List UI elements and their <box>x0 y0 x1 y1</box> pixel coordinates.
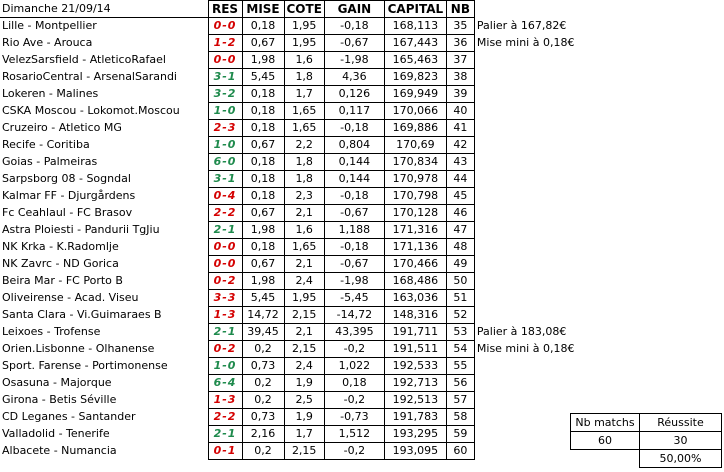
table-row <box>0 171 604 188</box>
capital-value: 192,713 <box>384 375 446 392</box>
capital-value: 191,711 <box>384 324 446 341</box>
row-note <box>474 358 604 375</box>
bet-number: 53 <box>446 324 474 341</box>
capital-value: 163,036 <box>384 290 446 307</box>
stake-value: 0,73 <box>242 409 284 426</box>
odds-value: 1,65 <box>284 120 324 137</box>
match-name: Beira Mar - FC Porto B <box>0 273 208 290</box>
odds-value: 1,95 <box>284 290 324 307</box>
stake-value: 0,67 <box>242 256 284 273</box>
table-row <box>0 137 604 154</box>
matches-value: 60 <box>571 432 640 450</box>
stake-value: 5,45 <box>242 290 284 307</box>
success-label: Réussite <box>640 414 722 432</box>
odds-value: 2,2 <box>284 137 324 154</box>
table-row <box>0 205 604 222</box>
gain-value: -1,98 <box>324 273 384 290</box>
gain-value: 0,144 <box>324 171 384 188</box>
bet-number: 37 <box>446 52 474 69</box>
gain-value: -0,67 <box>324 205 384 222</box>
row-note <box>474 188 604 205</box>
odds-value: 2,4 <box>284 358 324 375</box>
header-gain: GAIN <box>324 1 384 18</box>
match-name: Osasuna - Majorque <box>0 375 208 392</box>
odds-value: 1,7 <box>284 86 324 103</box>
row-note <box>474 375 604 392</box>
row-note: Mise mini à 0,18€ <box>476 342 575 355</box>
table-row <box>0 341 604 358</box>
gain-value: -5,45 <box>324 290 384 307</box>
matches-label: Nb matchs <box>571 414 640 432</box>
header-mise: MISE <box>242 1 284 18</box>
gain-value: -0,18 <box>324 188 384 205</box>
capital-value: 193,295 <box>384 426 446 443</box>
capital-value: 169,823 <box>384 69 446 86</box>
row-note <box>474 86 604 103</box>
match-result: 0-2 <box>208 273 242 290</box>
bet-number: 39 <box>446 86 474 103</box>
stake-value: 0,2 <box>242 341 284 358</box>
match-name: Sport. Farense - Portimonense <box>0 358 208 375</box>
table-row <box>0 307 604 324</box>
bet-number: 42 <box>446 137 474 154</box>
match-result: 3-3 <box>208 290 242 307</box>
match-result: 1-0 <box>208 103 242 120</box>
match-name: NK Zavrc - ND Gorica <box>0 256 208 273</box>
match-name: Santa Clara - Vi.Guimaraes B <box>0 307 208 324</box>
gain-value: -0,67 <box>324 35 384 52</box>
bet-number: 47 <box>446 222 474 239</box>
stake-value: 0,18 <box>242 239 284 256</box>
match-name: Oliveirense - Acad. Viseu <box>0 290 208 307</box>
match-result: 6-4 <box>208 375 242 392</box>
match-result: 3-2 <box>208 86 242 103</box>
odds-value: 2,1 <box>284 256 324 273</box>
header-row <box>0 1 604 18</box>
capital-value: 170,128 <box>384 205 446 222</box>
stake-value: 0,73 <box>242 358 284 375</box>
gain-value: 0,144 <box>324 154 384 171</box>
odds-value: 1,95 <box>284 18 324 35</box>
gain-value: -0,18 <box>324 120 384 137</box>
odds-value: 2,1 <box>284 324 324 341</box>
match-name: Astra Ploiesti - Pandurii TgJiu <box>0 222 208 239</box>
stake-value: 39,45 <box>242 324 284 341</box>
bet-number: 40 <box>446 103 474 120</box>
match-result: 6-0 <box>208 154 242 171</box>
header-spacer <box>474 1 604 18</box>
capital-value: 170,69 <box>384 137 446 154</box>
header-capital: CAPITAL <box>384 1 446 18</box>
odds-value: 1,9 <box>284 409 324 426</box>
stake-value: 1,98 <box>242 222 284 239</box>
match-result: 0-1 <box>208 443 242 460</box>
capital-value: 170,066 <box>384 103 446 120</box>
bet-number: 57 <box>446 392 474 409</box>
table-row <box>0 103 604 120</box>
bet-number: 49 <box>446 256 474 273</box>
capital-value: 170,466 <box>384 256 446 273</box>
match-result: 1-2 <box>208 35 242 52</box>
gain-value: 0,804 <box>324 137 384 154</box>
table-row <box>0 52 604 69</box>
sheet-date: Dimanche 21/09/14 <box>0 1 208 18</box>
capital-value: 169,886 <box>384 120 446 137</box>
match-name: Orien.Lisbonne - Olhanense <box>0 341 208 358</box>
row-note <box>474 222 604 239</box>
odds-value: 1,9 <box>284 375 324 392</box>
match-name: CD Leganes - Santander <box>0 409 208 426</box>
capital-value: 192,513 <box>384 392 446 409</box>
table-row <box>0 392 604 409</box>
odds-value: 2,1 <box>284 205 324 222</box>
bet-number: 51 <box>446 290 474 307</box>
header-res: RES <box>208 1 242 18</box>
summary-spacer <box>571 450 640 468</box>
table-row <box>0 188 604 205</box>
stake-value: 0,18 <box>242 188 284 205</box>
stake-value: 0,67 <box>242 205 284 222</box>
gain-value: 43,395 <box>324 324 384 341</box>
table-row <box>0 239 604 256</box>
row-note <box>474 171 604 188</box>
table-row <box>0 69 604 86</box>
capital-value: 170,798 <box>384 188 446 205</box>
bet-number: 35 <box>446 18 474 35</box>
odds-value: 2,15 <box>284 307 324 324</box>
table-row <box>0 273 604 290</box>
table-row <box>0 222 604 239</box>
bet-number: 59 <box>446 426 474 443</box>
stake-value: 0,18 <box>242 154 284 171</box>
bet-number: 38 <box>446 69 474 86</box>
stake-value: 1,98 <box>242 52 284 69</box>
gain-value: -1,98 <box>324 52 384 69</box>
bet-number: 54 <box>446 341 474 358</box>
match-result: 3-1 <box>208 69 242 86</box>
match-result: 2-1 <box>208 222 242 239</box>
match-result: 0-0 <box>208 18 242 35</box>
row-note <box>474 120 604 137</box>
bet-number: 46 <box>446 205 474 222</box>
capital-value: 168,486 <box>384 273 446 290</box>
stake-value: 1,98 <box>242 273 284 290</box>
gain-value: -14,72 <box>324 307 384 324</box>
row-note: Palier à 183,08€ <box>476 325 567 338</box>
odds-value: 2,4 <box>284 273 324 290</box>
odds-value: 1,65 <box>284 103 324 120</box>
table-row <box>0 154 604 171</box>
table-row <box>0 375 604 392</box>
success-rate: 50,00% <box>640 450 722 468</box>
match-result: 3-1 <box>208 171 242 188</box>
stake-value: 0,2 <box>242 392 284 409</box>
match-name: RosarioCentral - ArsenalSarandi <box>0 69 208 86</box>
stake-value: 0,2 <box>242 375 284 392</box>
gain-value: -0,2 <box>324 341 384 358</box>
odds-value: 1,6 <box>284 52 324 69</box>
capital-value: 193,095 <box>384 443 446 460</box>
table-row <box>0 324 604 341</box>
bet-number: 43 <box>446 154 474 171</box>
row-note <box>474 256 604 273</box>
table-row <box>0 409 604 426</box>
match-result: 0-0 <box>208 52 242 69</box>
table-row <box>0 443 604 460</box>
match-result: 1-0 <box>208 358 242 375</box>
bet-number: 44 <box>446 171 474 188</box>
capital-value: 192,533 <box>384 358 446 375</box>
table-row <box>0 256 604 273</box>
table-row <box>0 426 604 443</box>
row-note: Mise mini à 0,18€ <box>476 36 575 49</box>
bet-number: 58 <box>446 409 474 426</box>
capital-value: 171,136 <box>384 239 446 256</box>
gain-value: -0,2 <box>324 443 384 460</box>
summary-table <box>570 413 722 468</box>
odds-value: 1,65 <box>284 239 324 256</box>
row-note <box>474 307 604 324</box>
match-name: NK Krka - K.Radomlje <box>0 239 208 256</box>
match-name: Cruzeiro - Atletico MG <box>0 120 208 137</box>
row-note <box>474 239 604 256</box>
odds-value: 1,7 <box>284 426 324 443</box>
capital-value: 167,443 <box>384 35 446 52</box>
stake-value: 2,16 <box>242 426 284 443</box>
stake-value: 0,18 <box>242 171 284 188</box>
match-result: 0-2 <box>208 341 242 358</box>
table-row <box>0 120 604 137</box>
odds-value: 1,8 <box>284 154 324 171</box>
row-note <box>474 273 604 290</box>
capital-value: 170,978 <box>384 171 446 188</box>
row-note <box>474 154 604 171</box>
bet-number: 41 <box>446 120 474 137</box>
match-result: 2-1 <box>208 324 242 341</box>
gain-value: -0,67 <box>324 256 384 273</box>
odds-value: 2,15 <box>284 341 324 358</box>
bet-number: 60 <box>446 443 474 460</box>
odds-value: 1,8 <box>284 69 324 86</box>
gain-value: 4,36 <box>324 69 384 86</box>
match-name: Fc Ceahlaul - FC Brasov <box>0 205 208 222</box>
row-note <box>474 52 604 69</box>
match-name: CSKA Moscou - Lokomot.Moscou <box>0 103 208 120</box>
capital-value: 148,316 <box>384 307 446 324</box>
odds-value: 1,8 <box>284 171 324 188</box>
match-result: 1-3 <box>208 392 242 409</box>
bet-number: 45 <box>446 188 474 205</box>
match-result: 0-0 <box>208 239 242 256</box>
table-row <box>0 86 604 103</box>
match-result: 2-1 <box>208 426 242 443</box>
row-note <box>474 137 604 154</box>
capital-value: 171,316 <box>384 222 446 239</box>
match-result: 1-3 <box>208 307 242 324</box>
match-name: Lokeren - Malines <box>0 86 208 103</box>
capital-value: 165,463 <box>384 52 446 69</box>
gain-value: 1,022 <box>324 358 384 375</box>
table-row <box>0 358 604 375</box>
gain-value: 0,18 <box>324 375 384 392</box>
gain-value: 0,126 <box>324 86 384 103</box>
header-nb: NB <box>446 1 474 18</box>
match-name: Leixoes - Trofense <box>0 324 208 341</box>
row-note <box>474 103 604 120</box>
odds-value: 1,6 <box>284 222 324 239</box>
match-name: Rio Ave - Arouca <box>0 35 208 52</box>
stake-value: 5,45 <box>242 69 284 86</box>
stake-value: 0,18 <box>242 103 284 120</box>
match-result: 2-2 <box>208 205 242 222</box>
match-result: 0-4 <box>208 188 242 205</box>
bet-number: 36 <box>446 35 474 52</box>
odds-value: 1,95 <box>284 35 324 52</box>
bet-number: 55 <box>446 358 474 375</box>
gain-value: -0,18 <box>324 18 384 35</box>
capital-value: 170,834 <box>384 154 446 171</box>
row-note <box>474 290 604 307</box>
row-note <box>474 69 604 86</box>
match-name: Sarpsborg 08 - Sogndal <box>0 171 208 188</box>
capital-value: 191,783 <box>384 409 446 426</box>
capital-value: 191,511 <box>384 341 446 358</box>
bet-number: 52 <box>446 307 474 324</box>
stake-value: 0,18 <box>242 18 284 35</box>
match-name: Albacete - Numancia <box>0 443 208 460</box>
match-name: Valladolid - Tenerife <box>0 426 208 443</box>
odds-value: 2,15 <box>284 443 324 460</box>
match-name: Lille - Montpellier <box>0 18 208 35</box>
results-body <box>0 18 604 460</box>
success-value: 30 <box>640 432 722 450</box>
gain-value: -0,2 <box>324 392 384 409</box>
table-row <box>0 290 604 307</box>
bet-number: 50 <box>446 273 474 290</box>
row-note: Palier à 167,82€ <box>476 19 567 32</box>
match-name: Goias - Palmeiras <box>0 154 208 171</box>
stake-value: 14,72 <box>242 307 284 324</box>
match-result: 2-3 <box>208 120 242 137</box>
match-result: 0-0 <box>208 256 242 273</box>
bet-number: 48 <box>446 239 474 256</box>
match-name: Kalmar FF - Djurgårdens <box>0 188 208 205</box>
odds-value: 2,3 <box>284 188 324 205</box>
capital-value: 168,113 <box>384 18 446 35</box>
table-row <box>0 35 604 52</box>
header-cote: COTE <box>284 1 324 18</box>
stake-value: 0,2 <box>242 443 284 460</box>
row-note <box>474 392 604 409</box>
gain-value: 1,512 <box>324 426 384 443</box>
gain-value: 0,117 <box>324 103 384 120</box>
row-note <box>474 205 604 222</box>
capital-value: 169,949 <box>384 86 446 103</box>
stake-value: 0,67 <box>242 137 284 154</box>
odds-value: 2,5 <box>284 392 324 409</box>
gain-value: -0,73 <box>324 409 384 426</box>
match-result: 1-0 <box>208 137 242 154</box>
match-name: Girona - Betis Séville <box>0 392 208 409</box>
bet-number: 56 <box>446 375 474 392</box>
stake-value: 0,67 <box>242 35 284 52</box>
gain-value: 1,188 <box>324 222 384 239</box>
match-name: Recife - Coritiba <box>0 137 208 154</box>
gain-value: -0,18 <box>324 239 384 256</box>
match-name: VelezSarsfield - AtleticoRafael <box>0 52 208 69</box>
match-result: 2-2 <box>208 409 242 426</box>
table-row <box>0 18 604 35</box>
stake-value: 0,18 <box>242 120 284 137</box>
stake-value: 0,18 <box>242 86 284 103</box>
